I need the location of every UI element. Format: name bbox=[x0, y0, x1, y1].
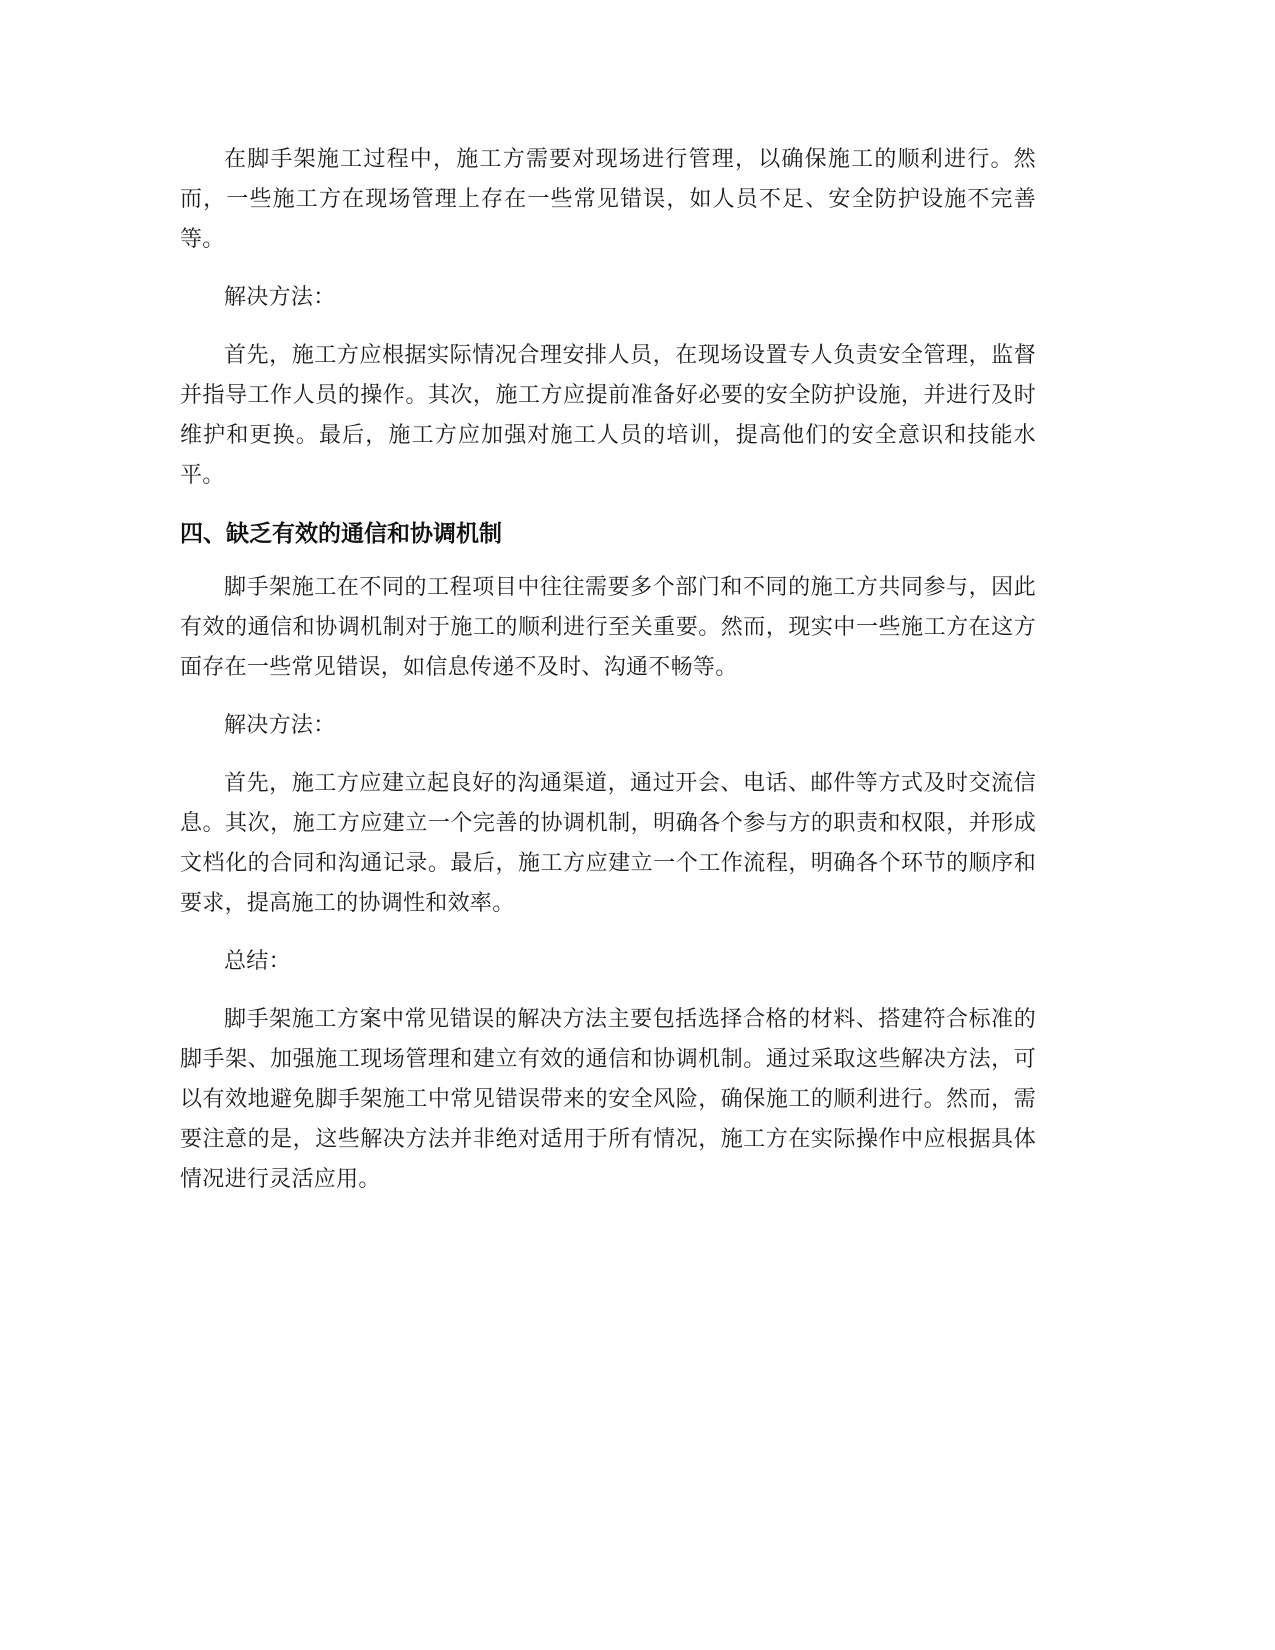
paragraph-solution-label: 解决方法： bbox=[224, 713, 336, 738]
paragraph-site-management-solution: 首先，施工方应根据实际情况合理安排人员，在现场设置专人负责安全管理，监督并指导工作人员的操作。其次，施工方应提前准备好必要的安全防护设施，并进行及时维护和更换。最后，施工方应加强对施工人员的培训，提高他们的安全意识和技能水平。 bbox=[180, 343, 1036, 488]
paragraph-site-management-errors: 在脚手架施工过程中，施工方需要对现场进行管理，以确保施工的顺利进行。然而，一些施工方在现场管理上存在一些常见错误，如人员不足、安全防护设施不完善等。 bbox=[180, 147, 1036, 252]
paragraph-summary-label: 总结： bbox=[224, 949, 291, 974]
paragraph-communication-solution: 首先，施工方应建立起良好的沟通渠道，通过开会、电话、邮件等方式及时交流信息。其次，施工方应建立一个完善的协调机制，明确各个参与方的职责和权限，并形成文档化的合同和沟通记录。最后，施工方应建立一个工作流程，明确各个环节的顺序和要求，提高施工的协调性和效率。 bbox=[180, 771, 1036, 916]
document-body bbox=[180, 140, 1036, 1218]
paragraph-solution-label: 解决方法： bbox=[224, 285, 336, 310]
paragraph-summary: 脚手架施工方案中常见错误的解决方法主要包括选择合格的材料、搭建符合标准的脚手架、加强施工现场管理和建立有效的通信和协调机制。通过采取这些解决方法，可以有效地避免脚手架施工中常见错误带来的安全风险，确保施工的顺利进行。然而，需要注意的是，这些解决方法并非绝对适用于所有情况，施工方在实际操作中应根据具体情况进行灵活应用。 bbox=[180, 1007, 1036, 1192]
section-heading-communication: 四、缺乏有效的通信和协调机制 bbox=[180, 521, 502, 547]
paragraph-communication-errors: 脚手架施工在不同的工程项目中往往需要多个部门和不同的施工方共同参与，因此有效的通信和协调机制对于施工的顺利进行至关重要。然而，现实中一些施工方在这方面存在一些常见错误，如信息传递不及时、沟通不畅等。 bbox=[180, 575, 1036, 680]
